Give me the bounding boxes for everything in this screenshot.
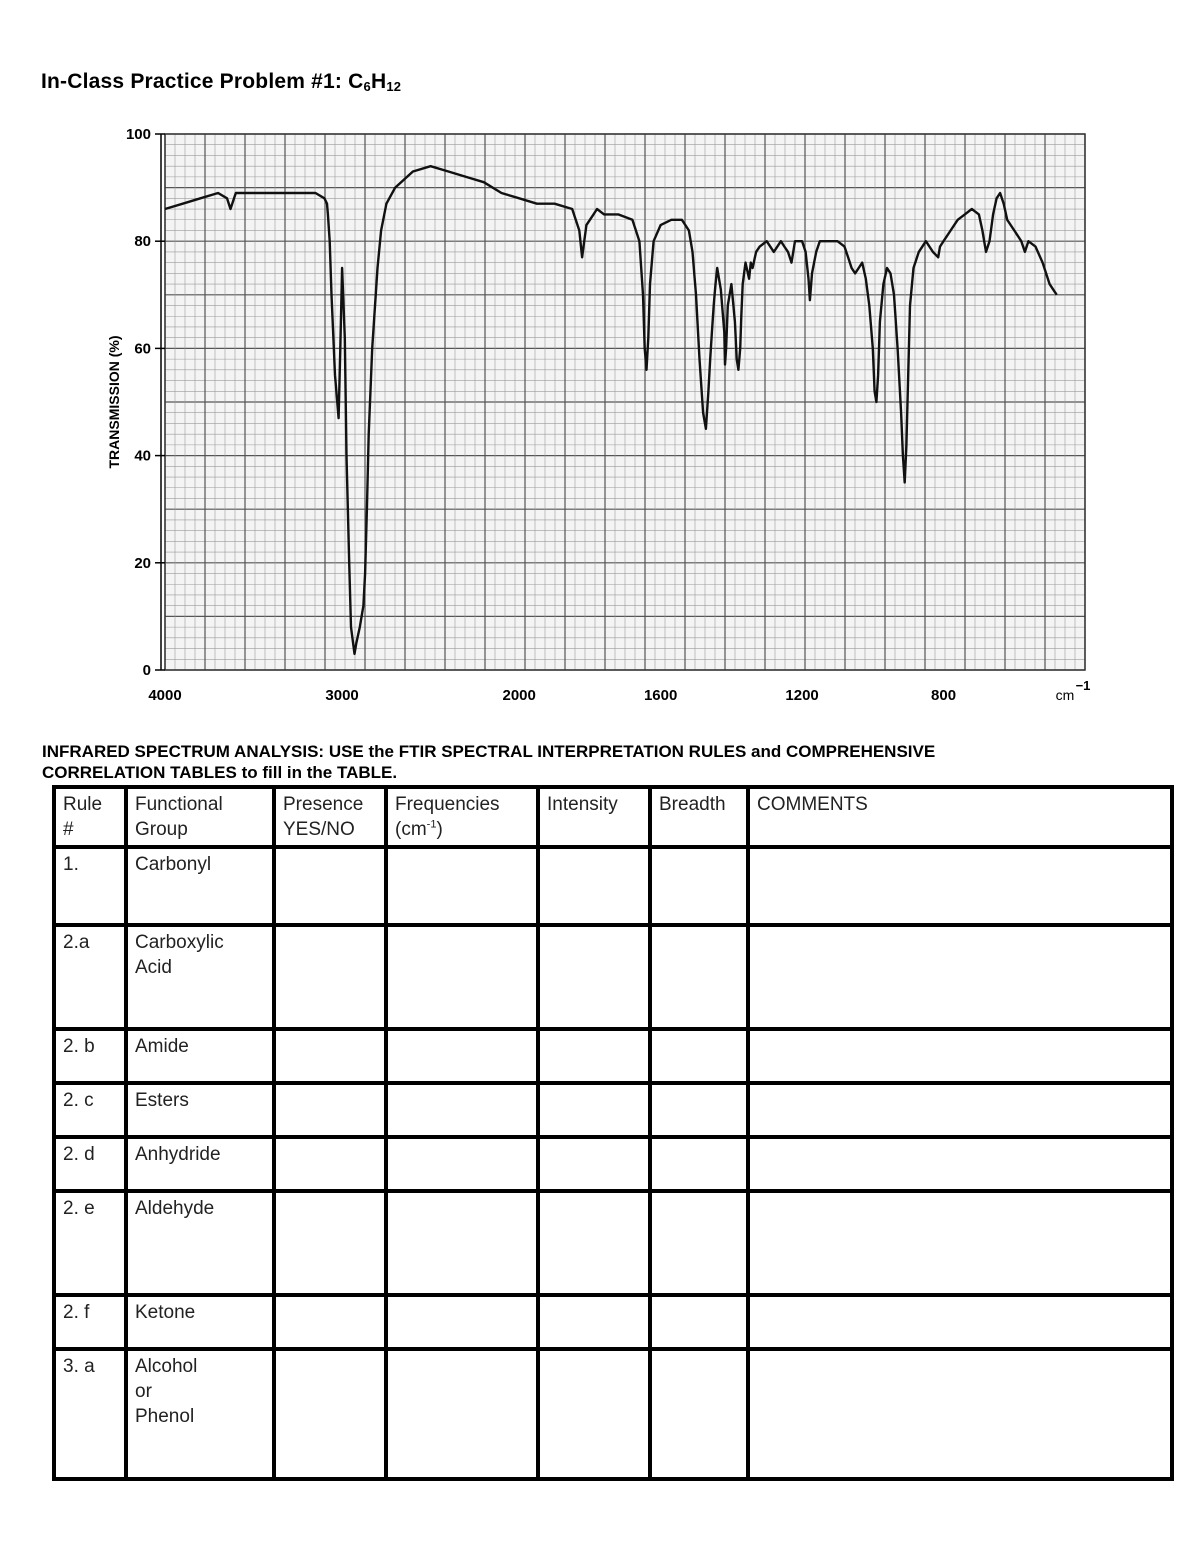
rule-cell: 2. e <box>54 1191 126 1295</box>
x-tick-label: 800 <box>931 687 957 704</box>
breadth-cell[interactable] <box>650 847 748 925</box>
intensity-cell[interactable] <box>538 1295 650 1349</box>
functional-group-line: Phenol <box>135 1406 195 1427</box>
functional-group-line: or <box>135 1381 152 1402</box>
functional-group-cell <box>126 1029 274 1083</box>
comments-cell[interactable] <box>748 1349 1172 1479</box>
presence-cell[interactable] <box>274 1349 386 1479</box>
intensity-cell[interactable] <box>538 1349 650 1479</box>
rule-cell: 2. c <box>54 1083 126 1137</box>
x-unit-label: cm <box>1055 687 1075 703</box>
breadth-cell[interactable] <box>650 1137 748 1191</box>
frequencies-cell[interactable] <box>386 1137 538 1191</box>
header-presence: Presence YES/NO <box>274 787 386 847</box>
breadth-cell[interactable] <box>650 1295 748 1349</box>
y-tick-label: 80 <box>134 233 151 251</box>
presence-cell[interactable] <box>274 1295 386 1349</box>
y-tick-label: 20 <box>134 554 151 572</box>
functional-group-cell <box>126 1349 274 1479</box>
table-row <box>54 925 1172 1029</box>
presence-cell[interactable] <box>274 1029 386 1083</box>
comments-cell[interactable] <box>748 1137 1172 1191</box>
rule-cell: 2. f <box>54 1295 126 1349</box>
table-row <box>54 1029 1172 1083</box>
functional-group-cell <box>126 1083 274 1137</box>
intensity-cell[interactable] <box>538 1137 650 1191</box>
table-row <box>54 1295 1172 1349</box>
rule-cell: 2. d <box>54 1137 126 1191</box>
functional-group-line: Carboxylic <box>135 932 224 953</box>
ir-spectrum-chart <box>95 108 1100 718</box>
rule-cell: 3. a <box>54 1349 126 1479</box>
page-title: In-Class Practice Problem #1: $C_6H_{12}$ <box>41 70 402 94</box>
intensity-cell[interactable] <box>538 847 650 925</box>
functional-group-cell <box>126 1295 274 1349</box>
comments-cell[interactable] <box>748 925 1172 1029</box>
functional-group-line: Amide <box>135 1036 189 1057</box>
intensity-cell[interactable] <box>538 1029 650 1083</box>
x-tick-label: 1200 <box>785 687 819 704</box>
functional-group-cell <box>126 1137 274 1191</box>
breadth-cell[interactable] <box>650 1029 748 1083</box>
comments-cell[interactable] <box>748 1295 1172 1349</box>
functional-group-line: Aldehyde <box>135 1198 215 1219</box>
x-tick-label: 2000 <box>502 687 536 704</box>
instructions-line-1: INFRARED SPECTRUM ANALYSIS: USE the FTIR SPECTRAL INTERPRETATION RULES and COMPREHENSIVE <box>42 742 936 761</box>
frequencies-cell[interactable] <box>386 1191 538 1295</box>
comments-cell[interactable] <box>748 1083 1172 1137</box>
frequencies-cell[interactable] <box>386 1349 538 1479</box>
functional-group-line: Ketone <box>135 1302 196 1323</box>
comments-cell[interactable] <box>748 1029 1172 1083</box>
frequencies-cell[interactable] <box>386 925 538 1029</box>
functional-group-cell <box>126 925 274 1029</box>
y-tick-label: 40 <box>134 447 151 465</box>
analysis-table <box>52 785 1174 1481</box>
y-tick-label: 0 <box>142 662 151 679</box>
instructions-line-2: CORRELATION TABLES to fill in the TABLE. <box>42 763 398 782</box>
breadth-cell[interactable] <box>650 1349 748 1479</box>
x-tick-label: 1600 <box>643 687 678 704</box>
presence-cell[interactable] <box>274 1137 386 1191</box>
header-functional-group: Functional Group <box>126 787 274 847</box>
breadth-cell[interactable] <box>650 1191 748 1295</box>
rule-cell: 1. <box>54 847 126 925</box>
frequencies-cell[interactable] <box>386 1083 538 1137</box>
breadth-cell[interactable] <box>650 925 748 1029</box>
table-row <box>54 1137 1172 1191</box>
presence-cell[interactable] <box>274 925 386 1029</box>
header-intensity: Intensity <box>538 787 650 847</box>
functional-group-line: Anhydride <box>135 1144 221 1165</box>
frequencies-cell[interactable] <box>386 847 538 925</box>
presence-cell[interactable] <box>274 1191 386 1295</box>
functional-group-line: Carbonyl <box>135 854 212 875</box>
functional-group-line: Alcohol <box>135 1356 198 1377</box>
instructions <box>42 741 1162 783</box>
table-row <box>54 1191 1172 1295</box>
x-unit-superscript: −1 <box>1075 678 1091 693</box>
presence-cell[interactable] <box>274 1083 386 1137</box>
table-header-row <box>54 787 1172 847</box>
x-tick-label: 4000 <box>148 687 182 704</box>
functional-group-line: Esters <box>135 1090 189 1111</box>
header-rule: Rule # <box>54 787 126 847</box>
header-frequencies: Frequencies $(cm^{-1})$ <box>386 787 538 847</box>
rule-cell: 2. b <box>54 1029 126 1083</box>
functional-group-cell <box>126 847 274 925</box>
frequencies-cell[interactable] <box>386 1295 538 1349</box>
functional-group-cell <box>126 1191 274 1295</box>
table-row <box>54 847 1172 925</box>
y-tick-label: 100 <box>125 126 151 143</box>
y-tick-label: 60 <box>134 340 151 358</box>
intensity-cell[interactable] <box>538 925 650 1029</box>
x-tick-label: 3000 <box>325 687 359 704</box>
breadth-cell[interactable] <box>650 1083 748 1137</box>
presence-cell[interactable] <box>274 847 386 925</box>
table-row <box>54 1349 1172 1479</box>
table-row <box>54 1083 1172 1137</box>
intensity-cell[interactable] <box>538 1191 650 1295</box>
y-axis-label: TRANSMISSION (%) <box>106 335 122 469</box>
frequencies-cell[interactable] <box>386 1029 538 1083</box>
header-comments: COMMENTS <box>748 787 1172 847</box>
header-breadth: Breadth <box>650 787 748 847</box>
functional-group-line: Acid <box>135 957 172 978</box>
rule-cell: 2.a <box>54 925 126 1029</box>
comments-cell[interactable] <box>748 847 1172 925</box>
intensity-cell[interactable] <box>538 1083 650 1137</box>
comments-cell[interactable] <box>748 1191 1172 1295</box>
